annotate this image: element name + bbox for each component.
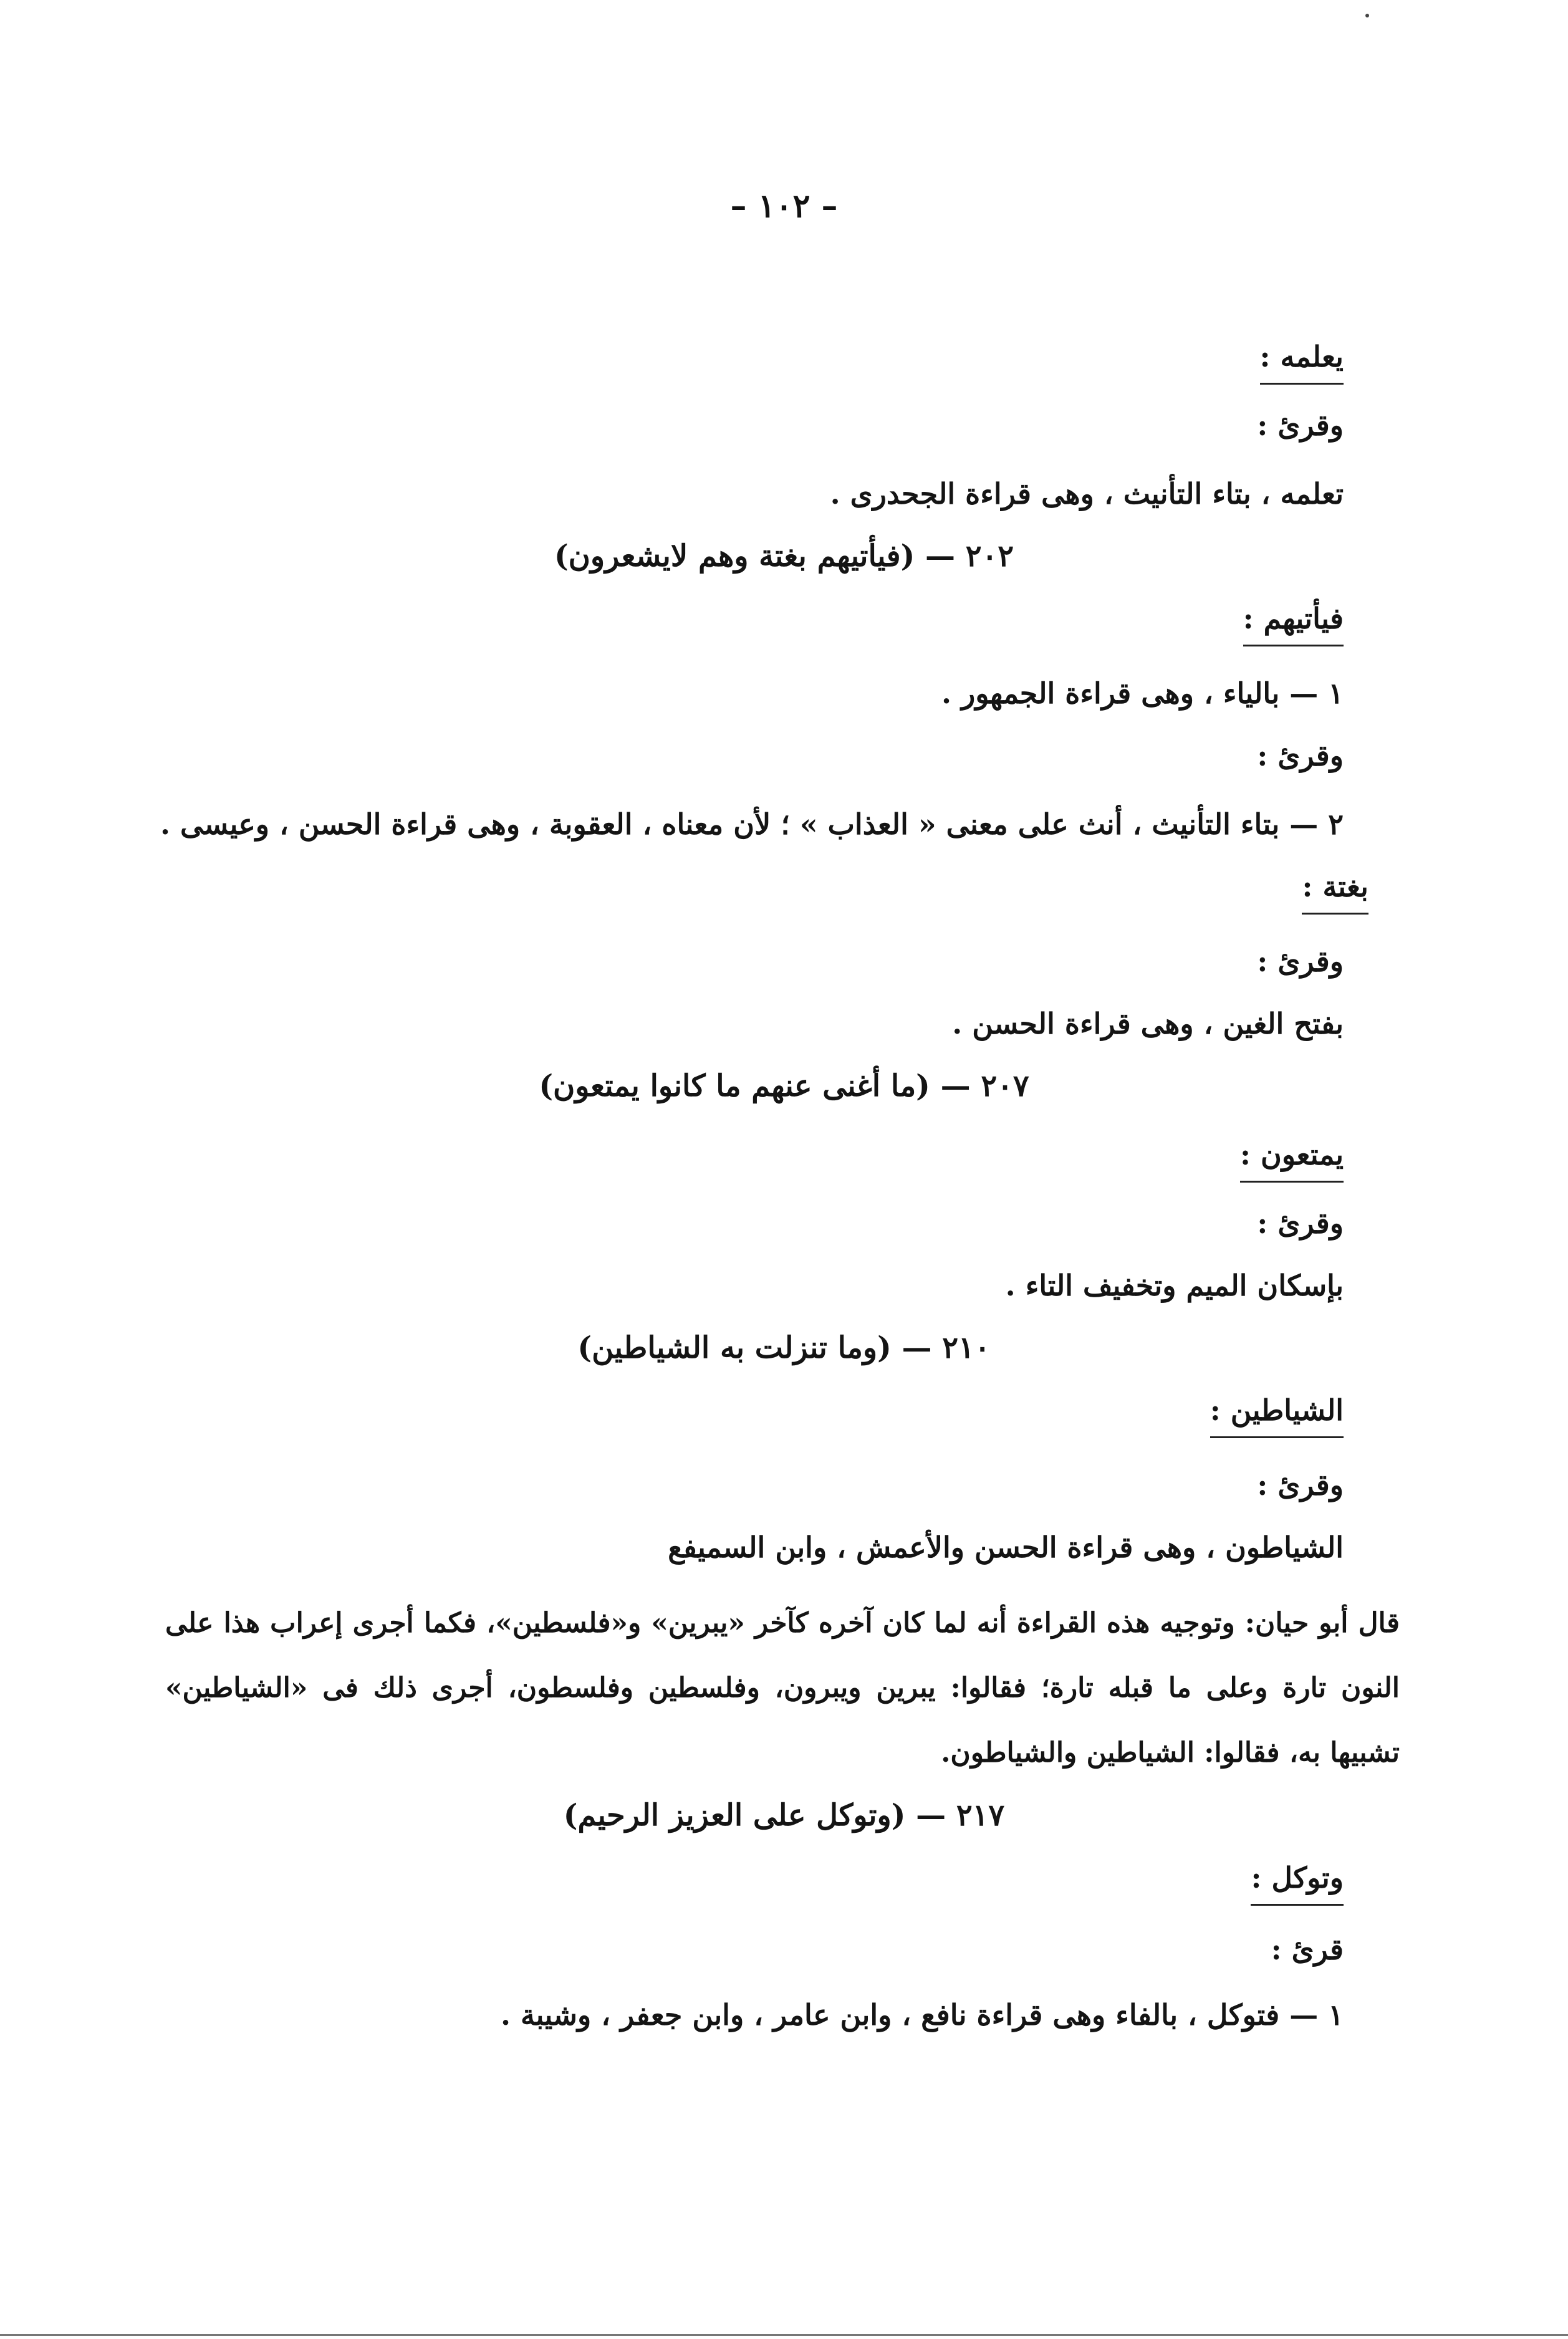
verse-210: ٢١٠ — (وما تنزلت به الشياطين)	[577, 1330, 991, 1365]
text-line: بفتح الغين ، وهى قراءة الحسن .	[952, 1007, 1344, 1040]
text-line: بإسكان الميم وتخفيف التاء .	[1005, 1269, 1344, 1302]
text-line: تعلمه ، بتاء التأنيث ، وهى قراءة الجحدرى .	[830, 477, 1344, 511]
page-bottom-edge	[0, 2334, 1568, 2336]
verse-207: ٢٠٧ — (ما أغنى عنهم ما كانوا يمتعون)	[539, 1069, 1029, 1103]
heading-yumattaun: يمتعون :	[1240, 1135, 1344, 1183]
heading-watawakkal: وتوكل :	[1251, 1858, 1344, 1906]
scan-speck	[1365, 14, 1369, 17]
heading-shayatin: الشياطين :	[1210, 1390, 1344, 1438]
heading-yalamuhu: يعلمه :	[1260, 337, 1344, 385]
heading-baghtatan: بغتة :	[1302, 867, 1368, 915]
text-line: ١ — بالياء ، وهى قراءة الجمهور .	[941, 676, 1344, 710]
text-line: وقرئ :	[1257, 408, 1344, 442]
heading-fayatiyahum: فيأتيهم :	[1243, 598, 1344, 646]
text-line: وقرئ :	[1257, 944, 1344, 978]
page-number: – ١٠٢ –	[730, 187, 838, 225]
abu-hayyan-paragraph: قال أبو حيان: وتوجيه هذه القراءة أنه لما كان آخره كآخر «يبرين» و«فلسطين»، فكما أجرى إعراب هذا على النون تارة وعلى ما قبله تارة؛ فقالوا: يبرين ويبرون، وفلسطين وفلسطون، أجرى ذلك فى «الشياطين» تشبيها به، فقالوا: الشياطين والشياطون.	[165, 1607, 1400, 1769]
text-line: قرئ :	[1271, 1933, 1344, 1966]
text-line: وقرئ :	[1257, 1468, 1344, 1502]
text-line: ٢ — بتاء التأنيث ، أنث على معنى « العذاب » ؛ لأن معناه ، العقوبة ، وهى قراءة الحسن ، وعيسى .	[160, 807, 1344, 841]
verse-202: ٢٠٢ — (فيأتيهم بغتة وهم لايشعرون)	[554, 539, 1014, 574]
text-line: الشياطون ، وهى قراءة الحسن والأعمش ، وابن السميفع	[668, 1530, 1344, 1564]
text-line: وقرئ :	[1257, 1206, 1344, 1240]
verse-217: ٢١٧ — (وتوكل على العزيز الرحيم)	[563, 1798, 1005, 1833]
text-line: ١ — فتوكل ، بالفاء وهى قراءة نافع ، وابن عامر ، وابن جعفر ، وشيبة .	[500, 1998, 1344, 2032]
text-line: وقرئ :	[1257, 739, 1344, 772]
